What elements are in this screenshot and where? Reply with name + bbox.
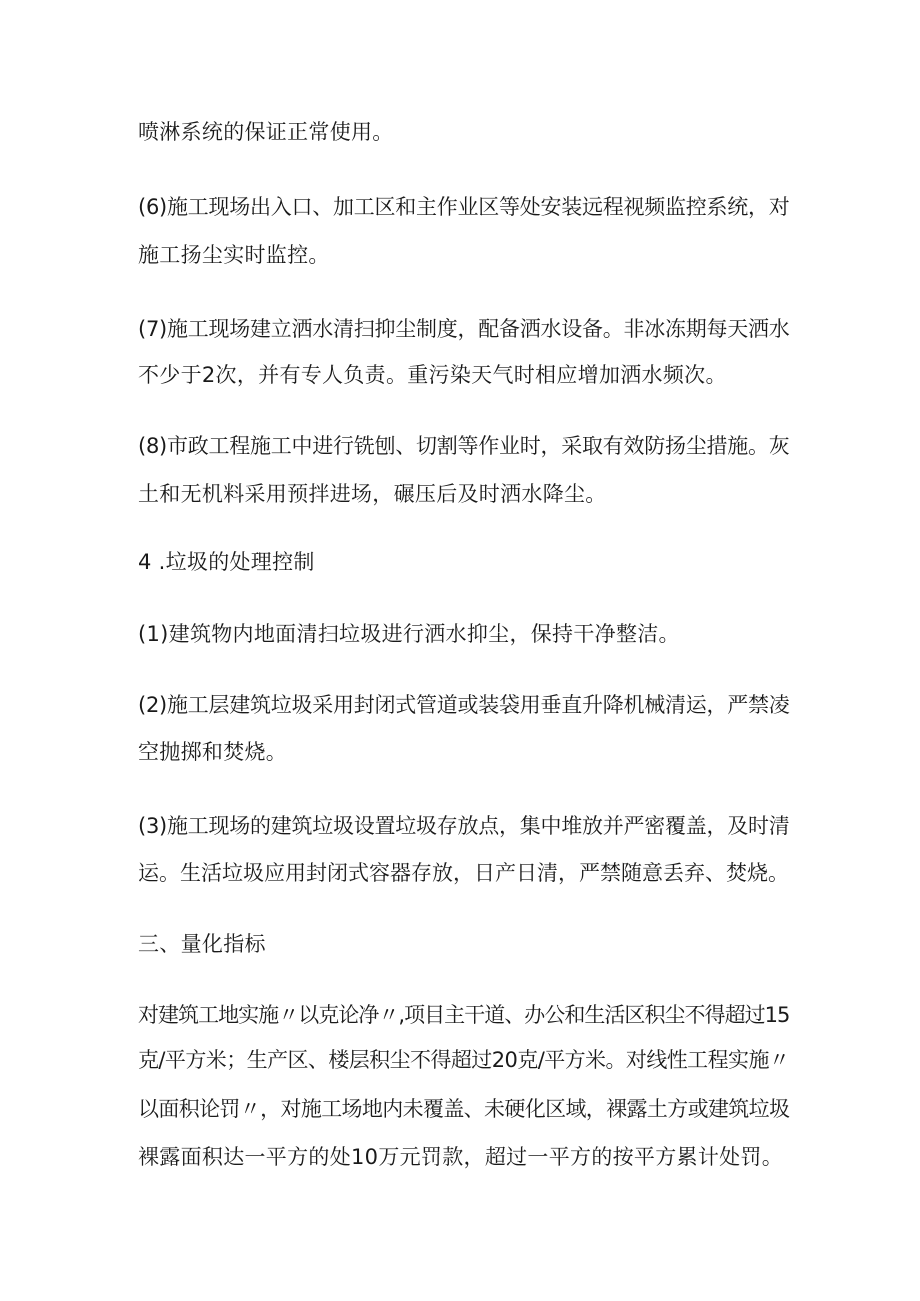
text-line: 运。生活垃圾应用封闭式容器存放，日产日清，严禁随意丢弃、焚烧。 [138, 861, 789, 885]
text-line: 空抛掷和焚烧。 [138, 740, 288, 764]
text-line: 土和无机料采用预拌进场，碾压后及时洒水降尘。 [138, 482, 607, 506]
text-line: (8)市政工程施工中进行铣刨、切割等作业时，采取有效防扬尘措施。灰 [138, 434, 790, 458]
text-line: 不少于2次，并有专人负责。重污染天气时相应增加洒水频次。 [138, 363, 727, 387]
section-heading: 三、量化指标 [138, 932, 266, 956]
text-line: 以面积论罚〃，对施工场地内未覆盖、未硬化区域，裸露土方或建筑垃圾 [138, 1097, 790, 1121]
text-line: (2)施工层建筑垃圾采用封闭式管道或装袋用垂直升降机械清运，严禁凌 [138, 693, 790, 717]
text-line: 喷淋系统的保证正常使用。 [138, 120, 394, 144]
text-line: (6)施工现场出入口、加工区和主作业区等处安装远程视频监控系统，对 [138, 195, 790, 219]
text-line: (3)施工现场的建筑垃圾设置垃圾存放点，集中堆放并严密覆盖，及时清 [138, 814, 790, 838]
text-line: 克/平方米；生产区、楼层积尘不得超过20克/平方米。对线性工程实施〃 [138, 1048, 790, 1072]
text-line: 对建筑工地实施〃以克论净〃,项目主干道、办公和生活区积尘不得超过15 [138, 1003, 790, 1027]
text-line: (7)施工现场建立洒水清扫抑尘制度，配备洒水设备。非冰冻期每天洒水 [138, 317, 790, 341]
text-line: 施工扬尘实时监控。 [138, 243, 330, 267]
text-line: (1)建筑物内地面清扫垃圾进行洒水抑尘，保持干净整洁。 [138, 622, 680, 646]
section-heading: 4 .垃圾的处理控制 [138, 550, 315, 574]
text-line: 裸露面积达一平方的处10万元罚款，超过一平方的按平方累计处罚。 [138, 1145, 784, 1169]
